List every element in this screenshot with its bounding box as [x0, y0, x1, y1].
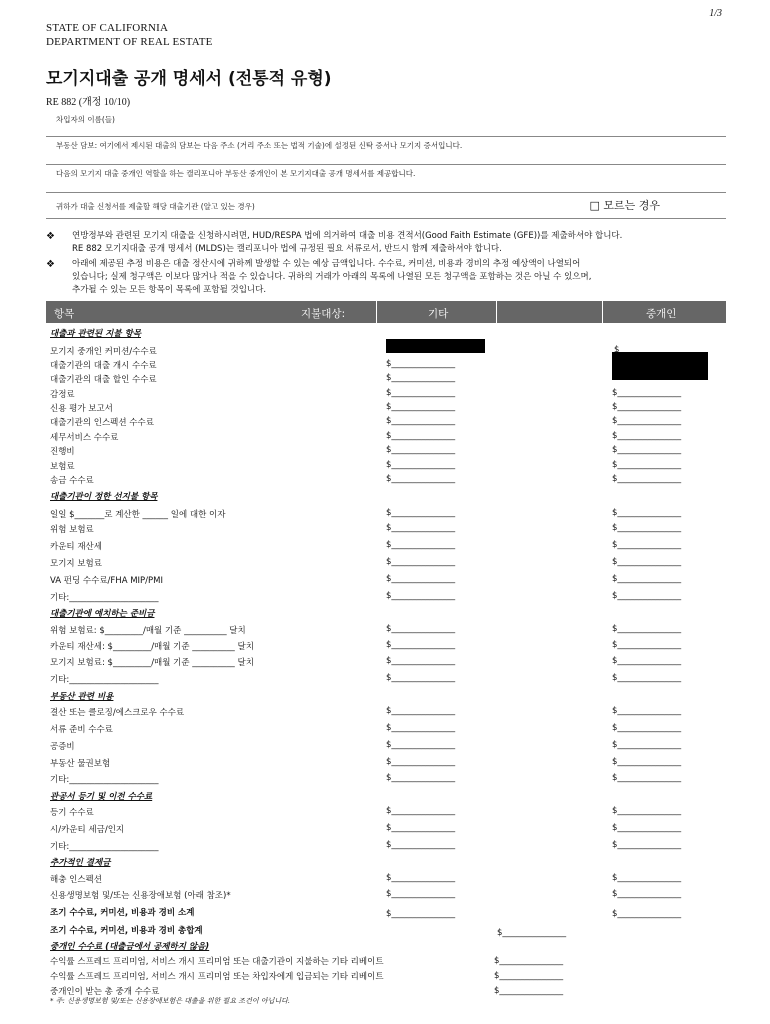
- fee-row-label: 신용 평가 보고서: [50, 404, 113, 414]
- fee-row-label: 결산 또는 클로징/에스크로우 수수료: [50, 708, 185, 718]
- amount-blank[interactable]: $_______________: [386, 523, 456, 533]
- lender-label: 귀하가 대출 신청서를 제출할 해당 대출기관 (알고 있는 경우): [56, 202, 255, 211]
- fee-row-label: VA 펀딩 수수료/FHA MIP/PMI: [50, 576, 164, 586]
- header-other: 기타: [428, 308, 449, 320]
- amount-blank[interactable]: $_______________: [612, 508, 682, 518]
- section-heading: 대출기관에 예치하는 준비금: [50, 609, 155, 619]
- fee-row-label: 기타:_____________________: [50, 775, 159, 785]
- amount-blank[interactable]: $_______________: [386, 640, 456, 650]
- fee-row-label: 해충 인스펙션: [50, 875, 102, 885]
- amount-blank[interactable]: $_______________: [386, 445, 456, 455]
- fee-row-label: 송금 수수료: [50, 476, 94, 486]
- table-header: [46, 301, 726, 323]
- fee-row-label: 보험료: [50, 462, 75, 472]
- fee-row-label: 등기 수수료: [50, 808, 94, 818]
- footnote: * 주: 신용생명보험 및/또는 신용장애보험은 대출을 위한 필요 조건이 아닙니다.: [50, 997, 291, 1005]
- fee-row-label: 모기지 보험료: [50, 559, 102, 569]
- amount-blank[interactable]: $_______________: [386, 773, 456, 783]
- amount-blank[interactable]: $_______________: [612, 773, 682, 783]
- amount-blank[interactable]: $_______________: [386, 740, 456, 750]
- fee-row-label: 카운티 재산세: $_________/매월 기준 __________ 달치: [50, 642, 254, 652]
- fee-row-label: 카운티 재산세: [50, 542, 102, 552]
- dont-know-checkbox[interactable]: □ 모르는 경우: [589, 199, 660, 212]
- amount-blank[interactable]: $_______________: [386, 373, 456, 383]
- amount-blank[interactable]: $_______________: [612, 840, 682, 850]
- amount-blank[interactable]: $_______________: [386, 474, 456, 484]
- fee-row-label: 대출기관의 인스펙션 수수료: [50, 418, 154, 428]
- amount-blank[interactable]: $_______________: [386, 757, 456, 767]
- fee-row-label: 시/카운티 세금/인지: [50, 825, 125, 835]
- fee-row-label: 대출기관의 대출 할인 수수료: [50, 375, 157, 385]
- fee-row-label: 모기지 보험료: $_________/매월 기준 __________ 달치: [50, 658, 254, 668]
- section-heading: 대출기관이 정한 선지불 항목: [50, 492, 158, 502]
- section-heading: 관공서 등기 및 이전 수수료: [50, 792, 153, 802]
- amount-blank[interactable]: $_______________: [386, 388, 456, 398]
- amount-blank[interactable]: $_______________: [386, 508, 456, 518]
- fee-row-label: 수익률 스프레드 프리미엄, 서비스 개시 프리미엄 또는 대출기관이 지불하는 기타 리베이트: [50, 957, 384, 967]
- header-broker: 중개인: [646, 308, 677, 320]
- amount-blank[interactable]: $_______________: [386, 673, 456, 683]
- amount-blank[interactable]: $_______________: [612, 706, 682, 716]
- amount-blank[interactable]: $_______________: [612, 889, 682, 899]
- amount-blank[interactable]: $_______________: [386, 873, 456, 883]
- amount-blank[interactable]: $_______________: [494, 986, 564, 996]
- fee-row-label: 중개인이 받는 총 중개 수수료: [50, 987, 160, 997]
- amount-blank[interactable]: $_______________: [612, 574, 682, 584]
- amount-blank[interactable]: $_______________: [386, 557, 456, 567]
- amount-blank[interactable]: $_______________: [612, 740, 682, 750]
- amount-blank[interactable]: $_______________: [386, 402, 456, 412]
- amount-blank[interactable]: $_______________: [612, 416, 682, 426]
- amount-blank[interactable]: $_______________: [494, 956, 564, 966]
- fee-row-label: 위험 보험료: [50, 525, 94, 535]
- header-payable-to: 지불대상:: [301, 308, 346, 320]
- amount-blank[interactable]: $_______________: [386, 359, 456, 369]
- amount-blank[interactable]: $_______________: [612, 591, 682, 601]
- amount-blank[interactable]: $_______________: [612, 388, 682, 398]
- fee-row-label: 기타:_____________________: [50, 593, 159, 603]
- fee-row-label: 기타:_____________________: [50, 675, 159, 685]
- amount-blank[interactable]: $_______________: [612, 656, 682, 666]
- bullet-2-line-3: 추가될 수 있는 모든 항목이 목록에 포함될 것입니다.: [72, 285, 267, 295]
- amount-blank[interactable]: $_______________: [386, 624, 456, 634]
- bullet-1: [46, 230, 736, 258]
- amount-blank[interactable]: $_______________: [612, 823, 682, 833]
- fee-row-label: 조기 수수료, 커미션, 비용과 경비 소계: [50, 908, 195, 918]
- amount-blank[interactable]: $_______________: [494, 971, 564, 981]
- borrower-field[interactable]: [46, 108, 726, 137]
- amount-blank[interactable]: $_______________: [612, 673, 682, 683]
- form-id: RE 882 (개정 10/10): [46, 97, 131, 108]
- fee-row-label: 기타:_____________________: [50, 842, 159, 852]
- bullet-2-line-2: 있습니다; 실제 청구액은 이보다 많거나 적을 수 있습니다. 귀하의 거래가 아래의 목록에 나열된 모든 청구액을 포함하는 것은 아닐 수 있으며,: [72, 272, 592, 282]
- amount-blank[interactable]: $_______________: [612, 431, 682, 441]
- bullet-2-line-1: 아래에 제공된 추정 비용은 대출 정산시에 귀하께 발생할 수 있는 예상 금액입니다. 수수료, 커미션, 비용과 경비의 추정 예상액이 나열되어: [72, 259, 581, 269]
- amount-blank[interactable]: $_______________: [612, 557, 682, 567]
- fee-row-label: 일일 $_______로 계산한 ______ 일에 대한 이자: [50, 510, 226, 520]
- amount-blank[interactable]: $_______________: [386, 591, 456, 601]
- amount-blank[interactable]: $_______________: [497, 928, 567, 938]
- form-title: 모기지대출 공개 명세서 (전통적 유형): [46, 69, 332, 89]
- broker-field[interactable]: [46, 164, 726, 193]
- amount-blank[interactable]: $_______________: [386, 723, 456, 733]
- fee-row-label: 감정료: [50, 390, 75, 400]
- bullet-icon: ❖: [46, 259, 55, 270]
- amount-blank[interactable]: $: [614, 345, 620, 355]
- redaction-box: [612, 352, 708, 380]
- amount-blank[interactable]: $_______________: [612, 873, 682, 883]
- bullet-2: [46, 258, 736, 298]
- borrower-label: 차입자의 이름(들): [56, 115, 115, 124]
- fee-row-label: 수익률 스프레드 프리미엄, 서비스 개시 프리미엄 또는 차입자에게 입금되는 기타 리베이트: [50, 972, 384, 982]
- section-heading: 중개인 수수료 (대출금에서 공제하지 않음): [50, 942, 210, 952]
- amount-blank[interactable]: $_______________: [386, 806, 456, 816]
- fee-row-label: 공증비: [50, 742, 75, 752]
- amount-blank[interactable]: $_______________: [612, 474, 682, 484]
- property-field[interactable]: [46, 136, 726, 165]
- amount-blank[interactable]: $_______________: [386, 889, 456, 899]
- amount-blank[interactable]: $_______________: [386, 656, 456, 666]
- amount-blank[interactable]: $_______________: [612, 460, 682, 470]
- fee-row-label: 세무서비스 수수료: [50, 433, 119, 443]
- amount-blank[interactable]: $_______________: [612, 402, 682, 412]
- amount-blank[interactable]: $_______________: [386, 431, 456, 441]
- amount-blank[interactable]: $_______________: [386, 909, 456, 919]
- amount-blank[interactable]: $_______________: [386, 416, 456, 426]
- amount-blank[interactable]: $_______________: [612, 909, 682, 919]
- fee-row-label: 서류 준비 수수료: [50, 725, 113, 735]
- amount-blank[interactable]: $_______________: [612, 723, 682, 733]
- amount-blank[interactable]: $_______________: [386, 823, 456, 833]
- bullet-1-line-2: RE 882 모기지대출 공개 명세서 (MLDS)는 캘리포니아 법에 규정된 필요 서류로서, 반드시 함께 제출하셔야 합니다.: [72, 244, 502, 254]
- amount-blank[interactable]: $_______________: [612, 757, 682, 767]
- amount-blank[interactable]: $_______________: [612, 523, 682, 533]
- fee-row-label: 모기지 중개인 커미션/수수료: [50, 347, 157, 357]
- amount-blank[interactable]: $_______________: [612, 640, 682, 650]
- bullet-1-line-1: 연방정부와 관련된 모기지 대출을 신청하시려면, HUD/RESPA 법에 의거하여 대출 비용 견적서(Good Faith Estimate (GFE))를 제출하셔야 합니다.: [72, 231, 623, 241]
- page-number: 1/3: [709, 8, 722, 19]
- section-heading: 대출과 관련된 지불 항목: [50, 329, 141, 339]
- section-heading: 추가적인 결제금: [50, 858, 111, 868]
- fee-row-label: 조기 수수료, 커미션, 비용과 경비 총합계: [50, 926, 203, 936]
- broker-label: 다음의 모기지 대출 중개인 역할을 하는 캘리포니아 부동산 중개인이 본 모기지대출 공개 명세서를 제공합니다.: [56, 169, 416, 178]
- redaction-box: [386, 339, 485, 353]
- amount-blank[interactable]: $_______________: [612, 540, 682, 550]
- amount-blank[interactable]: $_______________: [612, 806, 682, 816]
- agency-line-1: STATE OF CALIFORNIA: [46, 22, 169, 34]
- agency-line-2: DEPARTMENT OF REAL ESTATE: [46, 36, 213, 48]
- amount-blank[interactable]: $_______________: [612, 624, 682, 634]
- amount-blank[interactable]: $_______________: [386, 840, 456, 850]
- fee-row-label: 진행비: [50, 447, 75, 457]
- fee-row-label: 대출기관의 대출 개시 수수료: [50, 361, 157, 371]
- property-label: 부동산 담보: 여기에서 제시된 대출의 담보는 다음 주소 (거리 주소 또는 법적 기술)에 설정된 신탁 증서나 모기지 증서입니다.: [56, 141, 463, 150]
- fee-row-label: 신용생명보험 및/또는 신용장애보험 (아래 참조)*: [50, 891, 231, 901]
- fee-row-label: 부동산 물권보험: [50, 759, 111, 769]
- section-heading: 부동산 관련 비용: [50, 692, 114, 702]
- amount-blank[interactable]: $_______________: [386, 706, 456, 716]
- bullet-icon: ❖: [46, 231, 55, 242]
- amount-blank[interactable]: $_______________: [386, 460, 456, 470]
- amount-blank[interactable]: $_______________: [612, 445, 682, 455]
- fee-row-label: 위험 보험료: $_________/매월 기준 __________ 달치: [50, 626, 246, 636]
- header-item: 항목: [54, 308, 75, 320]
- amount-blank[interactable]: $_______________: [386, 540, 456, 550]
- amount-blank[interactable]: $_______________: [386, 574, 456, 584]
